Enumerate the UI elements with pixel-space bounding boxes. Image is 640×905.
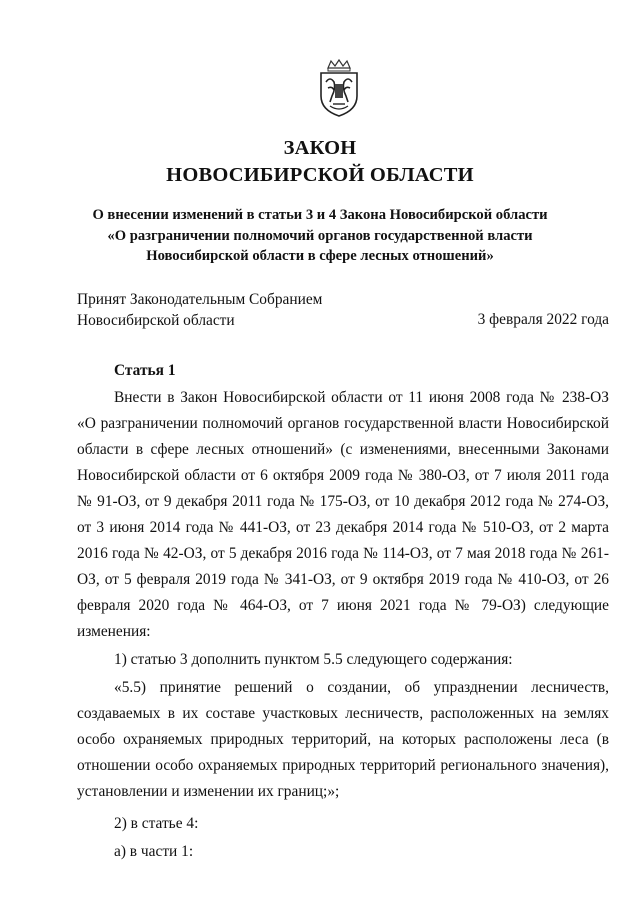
paragraph: а) в части 1:: [114, 843, 194, 860]
article-heading: Статья 1: [114, 362, 176, 379]
subtitle-line: О внесении изменений в статьи 3 и 4 Закона Новосибирской области: [92, 207, 548, 223]
article-1: [77, 358, 609, 865]
subtitle-line: «О разграничении полномочий органов государственной власти: [107, 227, 533, 244]
coat-of-arms-icon: [316, 58, 362, 118]
law-subtitle: [60, 205, 580, 267]
subtitle-line: Новосибирской области в сфере лесных отношений»: [146, 248, 494, 264]
adoption-line: Новосибирской области: [77, 311, 235, 329]
law-title: ЗАКОН: [283, 137, 357, 159]
paragraph: Внести в Закон Новосибирской области от 11 июня 2008 года № 238-ОЗ «О разграничении полномочий органов государственной власти Новосибирской области в сфере лесных отношений» (с изменениями, внесенными Законами Новосибирской области от 6 октября 2009 года № 380-ОЗ, от 7 июля 2011 года № 91-ОЗ, от 9 декабря 2011 года № 175-ОЗ, от 10 декабря 2012 года № 274-ОЗ, от 3 июня 2014 года № 441-ОЗ, от 23 декабря 2014 года № 510-ОЗ, от 2 марта 2016 года № 42-ОЗ, от 5 декабря 2016 года № 114-ОЗ, от 7 мая 2018 года № 261-ОЗ, от 5 февраля 2019 года № 341-ОЗ, от 9 октября 2019 года № 410-ОЗ, от 26 февраля 2020 года № 464-ОЗ, от 7 июня 2021 года № 79-ОЗ) следующие изменения:: [77, 389, 609, 640]
coat-of-arms-emblem: [316, 58, 362, 118]
adoption-date: 3 февраля 2022 года: [477, 311, 609, 328]
paragraph: 1) статью 3 дополнить пунктом 5.5 следующего содержания:: [114, 651, 513, 668]
paragraph: «5.5) принятие решений о создании, об упразднении лесничеств, создаваемых в их составе участковых лесничеств, расположенных на землях особо охраняемых природных территорий, на которых расположены леса (в отношении особо охраняемых природных территорий регионального значения), установлении и изменении их границ;»;: [77, 679, 609, 800]
adoption-note: [77, 290, 322, 331]
adoption-line: Принят Законодательным Собранием: [77, 291, 323, 308]
paragraph: 2) в статье 4:: [114, 815, 199, 832]
region-title: НОВОСИБИРСКОЙ ОБЛАСТИ: [166, 164, 474, 186]
